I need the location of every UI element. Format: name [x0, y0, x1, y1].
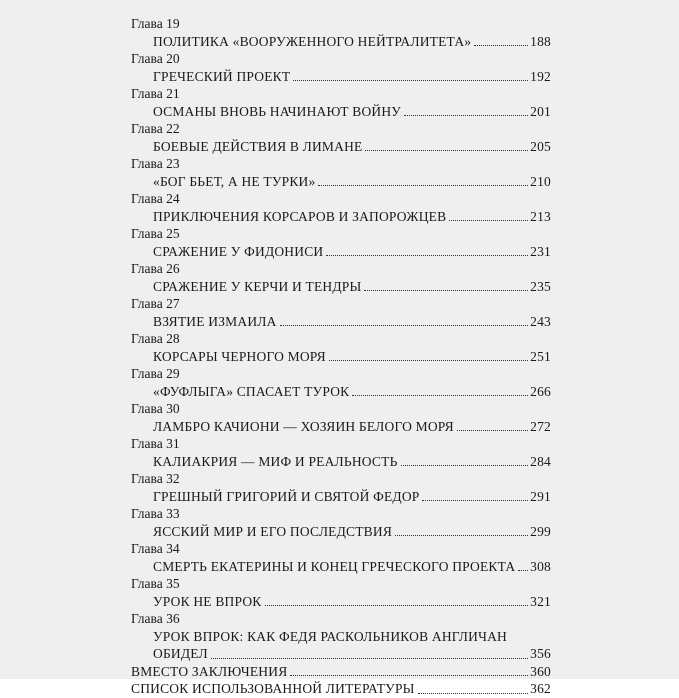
- toc-chapter: [131, 470, 551, 505]
- back-matter-list: [131, 663, 551, 698]
- toc-entry: [131, 593, 551, 611]
- toc-entry: [131, 33, 551, 51]
- chapter-number: Глава 36: [131, 611, 180, 626]
- dot-leader: [280, 325, 529, 326]
- dot-leader: [293, 80, 528, 81]
- chapter-title: ЯССКИЙ МИР И ЕГО ПОСЛЕДСТВИЯ: [153, 523, 393, 539]
- toc-entry: [131, 313, 551, 331]
- dot-leader: [457, 430, 528, 431]
- toc-chapter: [131, 85, 551, 120]
- chapter-number: Глава 19: [131, 16, 180, 31]
- toc-chapter: [131, 575, 551, 610]
- dot-leader: [422, 500, 528, 501]
- page-number: 188: [530, 33, 551, 49]
- toc-entry: [131, 680, 551, 698]
- page-number: 192: [530, 68, 551, 84]
- page-number: 243: [530, 313, 551, 329]
- page-number: 251: [530, 348, 551, 364]
- toc-entry: [131, 173, 551, 191]
- chapter-title: ГРЕЧЕСКИЙ ПРОЕКТ: [153, 68, 291, 84]
- chapter-title: «БОГ БЬЕТ, А НЕ ТУРКИ»: [153, 173, 316, 189]
- chapter-title-line: УРОК ВПРОК: КАК ФЕДЯ РАСКОЛЬНИКОВ АНГЛИЧАН: [153, 628, 507, 644]
- toc-chapter: [131, 225, 551, 260]
- chapter-number: Глава 33: [131, 506, 180, 521]
- page-number: 356: [530, 646, 551, 661]
- toc-entry: [131, 138, 551, 156]
- chapter-title: ОСМАНЫ ВНОВЬ НАЧИНАЮТ ВОЙНУ: [153, 103, 402, 119]
- toc-chapter: [131, 435, 551, 470]
- dot-leader: [404, 115, 528, 116]
- chapter-number: Глава 23: [131, 156, 180, 171]
- page-number: 284: [530, 453, 551, 469]
- chapter-number: Глава 31: [131, 436, 180, 451]
- chapter-title: «ФУФЛЫГА» СПАСАЕТ ТУРОК: [153, 383, 350, 399]
- section-title: СПИСОК ИСПОЛЬЗОВАННОЙ ЛИТЕРАТУРЫ: [131, 681, 415, 696]
- page-number: 231: [530, 243, 551, 259]
- toc-entry: [131, 523, 551, 541]
- page-number: 308: [530, 558, 551, 574]
- dot-leader: [326, 255, 528, 256]
- chapter-number: Глава 35: [131, 576, 180, 591]
- toc-entry: [131, 663, 551, 681]
- toc-entry: [131, 418, 551, 436]
- toc-entry: [131, 243, 551, 261]
- toc-chapter: [131, 400, 551, 435]
- toc-entry: [131, 348, 551, 366]
- dot-leader: [395, 535, 528, 536]
- page-number: 201: [530, 103, 551, 119]
- toc-chapter: [131, 260, 551, 295]
- page-number: 291: [530, 488, 551, 504]
- toc-entry: [131, 645, 551, 663]
- dot-leader: [211, 658, 528, 659]
- dot-leader: [449, 220, 528, 221]
- chapter-number: Глава 32: [131, 471, 180, 486]
- section-title: ВМЕСТО ЗАКЛЮЧЕНИЯ: [131, 663, 288, 679]
- page-number: 205: [530, 138, 551, 154]
- dot-leader: [418, 693, 529, 694]
- page-number: 235: [530, 278, 551, 294]
- chapter-title: ПРИКЛЮЧЕНИЯ КОРСАРОВ И ЗАПОРОЖЦЕВ: [153, 208, 447, 224]
- page-number: 362: [530, 681, 551, 696]
- toc-chapter: [131, 190, 551, 225]
- chapter-title: СМЕРТЬ ЕКАТЕРИНЫ И КОНЕЦ ГРЕЧЕСКОГО ПРОЕКТА: [153, 558, 516, 574]
- chapter-number: Глава 26: [131, 261, 180, 276]
- chapter-number: Глава 22: [131, 121, 180, 136]
- dot-leader: [290, 675, 528, 676]
- chapter-title: БОЕВЫЕ ДЕЙСТВИЯ В ЛИМАНЕ: [153, 138, 363, 154]
- page-number: 321: [530, 593, 551, 609]
- dot-leader: [474, 45, 528, 46]
- toc-entry: [131, 488, 551, 506]
- toc-entry: [131, 68, 551, 86]
- page-number: 266: [530, 383, 551, 399]
- dot-leader: [518, 570, 528, 571]
- chapter-title: ВЗЯТИЕ ИЗМАИЛА: [153, 313, 277, 329]
- chapter-number: Глава 34: [131, 541, 180, 556]
- chapter-number: Глава 30: [131, 401, 180, 416]
- chapter-number: Глава 24: [131, 191, 180, 206]
- toc-entry: [131, 208, 551, 226]
- chapter-title: КОРСАРЫ ЧЕРНОГО МОРЯ: [153, 348, 326, 364]
- page-number: 213: [530, 208, 551, 224]
- toc-chapter: [131, 50, 551, 85]
- chapter-number: Глава 28: [131, 331, 180, 346]
- dot-leader: [364, 290, 528, 291]
- page-number: 299: [530, 523, 551, 539]
- toc-chapter: [131, 505, 551, 540]
- page-number: 360: [530, 663, 551, 679]
- chapter-list: [131, 15, 551, 663]
- dot-leader: [352, 395, 528, 396]
- toc-chapter: [131, 295, 551, 330]
- chapter-title: СРАЖЕНИЕ У КЕРЧИ И ТЕНДРЫ: [153, 278, 362, 294]
- toc-entry: [131, 278, 551, 296]
- toc-chapter: [131, 155, 551, 190]
- chapter-title: ЛАМБРО КАЧИОНИ — ХОЗЯИН БЕЛОГО МОРЯ: [153, 418, 454, 434]
- chapter-number: Глава 21: [131, 86, 180, 101]
- toc-chapter: [131, 120, 551, 155]
- toc-chapter: [131, 610, 551, 663]
- toc-chapter: [131, 330, 551, 365]
- chapter-number: Глава 29: [131, 366, 180, 381]
- dot-leader: [318, 185, 528, 186]
- toc-chapter: [131, 540, 551, 575]
- chapter-title: КАЛИАКРИЯ — МИФ И РЕАЛЬНОСТЬ: [153, 453, 398, 469]
- toc-entry: [131, 453, 551, 471]
- page-number: 210: [530, 173, 551, 189]
- chapter-number: Глава 27: [131, 296, 180, 311]
- chapter-title: СРАЖЕНИЕ У ФИДОНИСИ: [153, 243, 324, 259]
- dot-leader: [401, 465, 529, 466]
- table-of-contents: [131, 15, 551, 698]
- chapter-title: УРОК НЕ ВПРОК: [153, 593, 262, 609]
- chapter-number: Глава 25: [131, 226, 180, 241]
- dot-leader: [365, 150, 528, 151]
- chapter-number: Глава 20: [131, 51, 180, 66]
- dot-leader: [329, 360, 528, 361]
- toc-entry: [131, 103, 551, 121]
- dot-leader: [265, 605, 529, 606]
- chapter-title: ГРЕШНЫЙ ГРИГОРИЙ И СВЯТОЙ ФЕДОР: [153, 488, 420, 504]
- page-number: 272: [530, 418, 551, 434]
- toc-chapter: [131, 365, 551, 400]
- toc-entry: [131, 383, 551, 401]
- chapter-title: ПОЛИТИКА «ВООРУЖЕННОГО НЕЙТРАЛИТЕТА»: [153, 33, 472, 49]
- toc-entry: [131, 558, 551, 576]
- chapter-title: ОБИДЕЛ: [153, 646, 208, 661]
- toc-chapter: [131, 15, 551, 50]
